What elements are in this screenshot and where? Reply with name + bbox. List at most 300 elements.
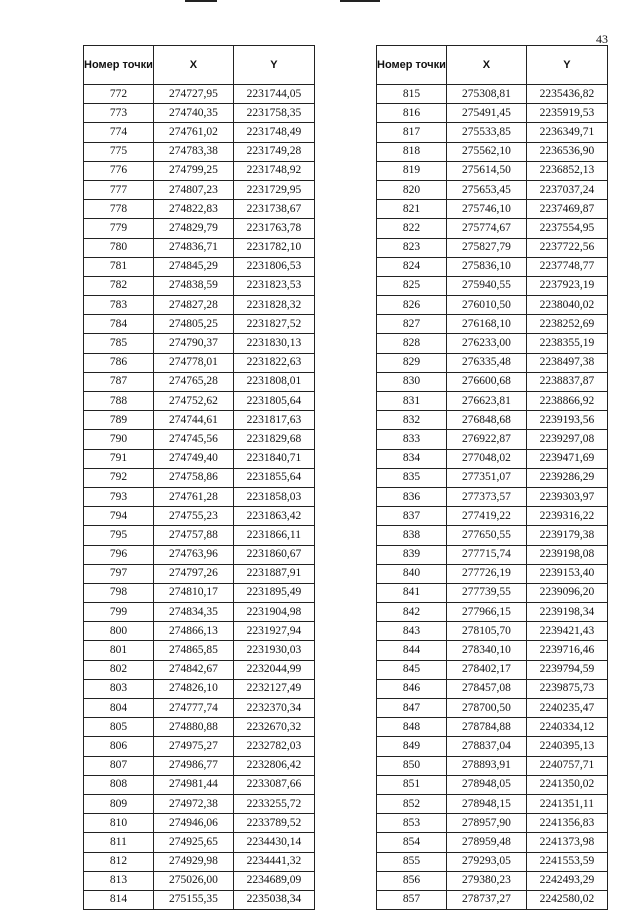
cell-y: 2235038,34 bbox=[233, 890, 314, 909]
cell-y: 2241351,11 bbox=[526, 794, 607, 813]
header-point-number: Номер точки bbox=[84, 46, 154, 85]
table-row bbox=[84, 507, 315, 526]
header-y: Y bbox=[233, 46, 314, 85]
cell-point-number: 782 bbox=[84, 276, 154, 295]
cell-x: 277739,55 bbox=[446, 583, 526, 602]
cell-y: 2232782,03 bbox=[233, 737, 314, 756]
table-row bbox=[377, 468, 608, 487]
cell-y: 2234441,32 bbox=[233, 852, 314, 871]
cell-x: 278959,48 bbox=[446, 833, 526, 852]
cell-x: 274810,17 bbox=[153, 583, 233, 602]
cell-y: 2231904,98 bbox=[233, 603, 314, 622]
table-row bbox=[84, 660, 315, 679]
table-header-row bbox=[377, 46, 608, 85]
cell-x: 278457,08 bbox=[446, 679, 526, 698]
cell-x: 278340,10 bbox=[446, 641, 526, 660]
cell-point-number: 834 bbox=[377, 449, 447, 468]
cell-point-number: 843 bbox=[377, 622, 447, 641]
cell-x: 274765,28 bbox=[153, 372, 233, 391]
cell-x: 276922,87 bbox=[446, 430, 526, 449]
cell-y: 2232127,49 bbox=[233, 679, 314, 698]
table-row bbox=[84, 161, 315, 180]
table-row bbox=[377, 622, 608, 641]
cell-point-number: 818 bbox=[377, 142, 447, 161]
cell-x: 278948,05 bbox=[446, 775, 526, 794]
table-row bbox=[377, 104, 608, 123]
cell-x: 274797,26 bbox=[153, 564, 233, 583]
cell-point-number: 811 bbox=[84, 833, 154, 852]
cell-y: 2235436,82 bbox=[526, 85, 607, 104]
table-row bbox=[377, 487, 608, 506]
coordinates-table-left bbox=[83, 45, 315, 910]
cell-x: 274790,37 bbox=[153, 334, 233, 353]
table-row bbox=[84, 104, 315, 123]
cell-x: 274757,88 bbox=[153, 526, 233, 545]
table-row bbox=[377, 641, 608, 660]
cell-y: 2231828,32 bbox=[233, 296, 314, 315]
cell-y: 2234430,14 bbox=[233, 833, 314, 852]
cell-point-number: 790 bbox=[84, 430, 154, 449]
cell-x: 274838,59 bbox=[153, 276, 233, 295]
table-row bbox=[84, 890, 315, 909]
cell-point-number: 826 bbox=[377, 296, 447, 315]
cell-y: 2233087,66 bbox=[233, 775, 314, 794]
table-row bbox=[84, 392, 315, 411]
table-row bbox=[84, 794, 315, 813]
cell-y: 2233255,72 bbox=[233, 794, 314, 813]
cell-x: 274745,56 bbox=[153, 430, 233, 449]
cell-y: 2239471,69 bbox=[526, 449, 607, 468]
table-row bbox=[377, 238, 608, 257]
cell-y: 2232806,42 bbox=[233, 756, 314, 775]
table-row bbox=[377, 833, 608, 852]
cell-point-number: 840 bbox=[377, 564, 447, 583]
table-header-row bbox=[84, 46, 315, 85]
table-row bbox=[84, 603, 315, 622]
cell-point-number: 805 bbox=[84, 718, 154, 737]
cell-x: 274763,96 bbox=[153, 545, 233, 564]
cell-y: 2239303,97 bbox=[526, 487, 607, 506]
cell-point-number: 829 bbox=[377, 353, 447, 372]
cell-x: 275836,10 bbox=[446, 257, 526, 276]
header-x: X bbox=[446, 46, 526, 85]
cell-point-number: 822 bbox=[377, 219, 447, 238]
cell-y: 2237469,87 bbox=[526, 200, 607, 219]
table-row bbox=[377, 775, 608, 794]
cell-y: 2231817,63 bbox=[233, 411, 314, 430]
cell-x: 276335,48 bbox=[446, 353, 526, 372]
table-row bbox=[84, 737, 315, 756]
cell-y: 2231887,91 bbox=[233, 564, 314, 583]
table-row bbox=[84, 85, 315, 104]
cell-x: 278700,50 bbox=[446, 699, 526, 718]
cell-x: 277726,19 bbox=[446, 564, 526, 583]
table-row bbox=[377, 161, 608, 180]
table-row bbox=[377, 756, 608, 775]
table-row bbox=[377, 296, 608, 315]
table-row bbox=[84, 180, 315, 199]
table-row bbox=[84, 641, 315, 660]
cell-x: 274778,01 bbox=[153, 353, 233, 372]
cell-point-number: 791 bbox=[84, 449, 154, 468]
cell-x: 278402,17 bbox=[446, 660, 526, 679]
table-row bbox=[377, 123, 608, 142]
table-row bbox=[377, 372, 608, 391]
cell-y: 2239153,40 bbox=[526, 564, 607, 583]
cell-point-number: 819 bbox=[377, 161, 447, 180]
page-number: 43 bbox=[596, 32, 608, 46]
cell-x: 274822,83 bbox=[153, 200, 233, 219]
cell-x: 274827,28 bbox=[153, 296, 233, 315]
cell-point-number: 827 bbox=[377, 315, 447, 334]
cell-x: 277373,57 bbox=[446, 487, 526, 506]
cell-x: 275562,10 bbox=[446, 142, 526, 161]
cell-x: 275940,55 bbox=[446, 276, 526, 295]
cell-y: 2231744,05 bbox=[233, 85, 314, 104]
cell-x: 278784,88 bbox=[446, 718, 526, 737]
cell-x: 275026,00 bbox=[153, 871, 233, 890]
cell-point-number: 845 bbox=[377, 660, 447, 679]
table-row bbox=[84, 699, 315, 718]
cell-y: 2232370,34 bbox=[233, 699, 314, 718]
table-row bbox=[84, 545, 315, 564]
cell-y: 2231858,03 bbox=[233, 487, 314, 506]
cell-x: 274758,86 bbox=[153, 468, 233, 487]
cell-y: 2238040,02 bbox=[526, 296, 607, 315]
table-row bbox=[84, 142, 315, 161]
table-row bbox=[84, 219, 315, 238]
cell-x: 274761,28 bbox=[153, 487, 233, 506]
cell-point-number: 814 bbox=[84, 890, 154, 909]
table-row bbox=[377, 430, 608, 449]
table-row bbox=[84, 679, 315, 698]
cell-point-number: 824 bbox=[377, 257, 447, 276]
table-row bbox=[84, 756, 315, 775]
cell-x: 274834,35 bbox=[153, 603, 233, 622]
table-row bbox=[377, 411, 608, 430]
cell-point-number: 848 bbox=[377, 718, 447, 737]
table-row bbox=[377, 257, 608, 276]
cell-y: 2240757,71 bbox=[526, 756, 607, 775]
cell-x: 276848,68 bbox=[446, 411, 526, 430]
cell-y: 2231863,42 bbox=[233, 507, 314, 526]
cell-x: 278893,91 bbox=[446, 756, 526, 775]
cell-point-number: 784 bbox=[84, 315, 154, 334]
cell-x: 274829,79 bbox=[153, 219, 233, 238]
cell-x: 278957,90 bbox=[446, 814, 526, 833]
cell-point-number: 803 bbox=[84, 679, 154, 698]
cell-y: 2240235,47 bbox=[526, 699, 607, 718]
cell-point-number: 787 bbox=[84, 372, 154, 391]
table-row bbox=[84, 123, 315, 142]
cell-y: 2231749,28 bbox=[233, 142, 314, 161]
cell-y: 2239286,29 bbox=[526, 468, 607, 487]
cell-y: 2239794,59 bbox=[526, 660, 607, 679]
cell-x: 274925,65 bbox=[153, 833, 233, 852]
cell-x: 276600,68 bbox=[446, 372, 526, 391]
table-row bbox=[377, 603, 608, 622]
table-row bbox=[377, 718, 608, 737]
cell-x: 274986,77 bbox=[153, 756, 233, 775]
cell-y: 2239096,20 bbox=[526, 583, 607, 602]
cell-point-number: 776 bbox=[84, 161, 154, 180]
cell-point-number: 807 bbox=[84, 756, 154, 775]
cell-point-number: 828 bbox=[377, 334, 447, 353]
cell-y: 2235919,53 bbox=[526, 104, 607, 123]
table-row bbox=[84, 526, 315, 545]
cell-x: 277419,22 bbox=[446, 507, 526, 526]
table-row bbox=[377, 276, 608, 295]
cell-y: 2231822,63 bbox=[233, 353, 314, 372]
table-row bbox=[84, 718, 315, 737]
cell-y: 2237748,77 bbox=[526, 257, 607, 276]
cell-point-number: 816 bbox=[377, 104, 447, 123]
cell-point-number: 846 bbox=[377, 679, 447, 698]
cell-x: 274744,61 bbox=[153, 411, 233, 430]
cell-y: 2231763,78 bbox=[233, 219, 314, 238]
cell-y: 2231866,11 bbox=[233, 526, 314, 545]
cell-x: 275746,10 bbox=[446, 200, 526, 219]
cell-point-number: 851 bbox=[377, 775, 447, 794]
cell-point-number: 820 bbox=[377, 180, 447, 199]
cell-point-number: 785 bbox=[84, 334, 154, 353]
cell-point-number: 838 bbox=[377, 526, 447, 545]
cell-y: 2232670,32 bbox=[233, 718, 314, 737]
cell-x: 274836,71 bbox=[153, 238, 233, 257]
cell-y: 2239316,22 bbox=[526, 507, 607, 526]
table-row bbox=[84, 276, 315, 295]
cell-point-number: 800 bbox=[84, 622, 154, 641]
cell-x: 278948,15 bbox=[446, 794, 526, 813]
cell-x: 274972,38 bbox=[153, 794, 233, 813]
cell-point-number: 795 bbox=[84, 526, 154, 545]
cell-y: 2231748,92 bbox=[233, 161, 314, 180]
cell-y: 2238837,87 bbox=[526, 372, 607, 391]
cell-y: 2231738,67 bbox=[233, 200, 314, 219]
cell-point-number: 792 bbox=[84, 468, 154, 487]
table-row bbox=[377, 871, 608, 890]
cell-x: 274842,67 bbox=[153, 660, 233, 679]
cell-y: 2231782,10 bbox=[233, 238, 314, 257]
cell-x: 274777,74 bbox=[153, 699, 233, 718]
cell-y: 2232044,99 bbox=[233, 660, 314, 679]
table-row bbox=[84, 315, 315, 334]
table-row bbox=[377, 545, 608, 564]
header-point-number: Номер точки bbox=[377, 46, 447, 85]
cell-point-number: 773 bbox=[84, 104, 154, 123]
table-row bbox=[84, 814, 315, 833]
table-row bbox=[377, 564, 608, 583]
table-row bbox=[377, 334, 608, 353]
cell-y: 2238252,69 bbox=[526, 315, 607, 334]
table-row bbox=[377, 449, 608, 468]
cell-point-number: 823 bbox=[377, 238, 447, 257]
cell-point-number: 825 bbox=[377, 276, 447, 295]
cell-x: 274845,29 bbox=[153, 257, 233, 276]
cell-point-number: 786 bbox=[84, 353, 154, 372]
cell-y: 2238866,92 bbox=[526, 392, 607, 411]
scan-mark-right bbox=[340, 0, 380, 2]
cell-point-number: 813 bbox=[84, 871, 154, 890]
cell-x: 275491,45 bbox=[446, 104, 526, 123]
cell-point-number: 781 bbox=[84, 257, 154, 276]
cell-y: 2231729,95 bbox=[233, 180, 314, 199]
cell-y: 2240395,13 bbox=[526, 737, 607, 756]
cell-y: 2236852,13 bbox=[526, 161, 607, 180]
cell-x: 275155,35 bbox=[153, 890, 233, 909]
cell-point-number: 783 bbox=[84, 296, 154, 315]
cell-point-number: 799 bbox=[84, 603, 154, 622]
cell-y: 2231748,49 bbox=[233, 123, 314, 142]
table-row bbox=[377, 219, 608, 238]
cell-y: 2231808,01 bbox=[233, 372, 314, 391]
table-row bbox=[377, 526, 608, 545]
table-row bbox=[84, 871, 315, 890]
cell-point-number: 856 bbox=[377, 871, 447, 890]
cell-point-number: 854 bbox=[377, 833, 447, 852]
cell-y: 2231927,94 bbox=[233, 622, 314, 641]
table-row bbox=[84, 487, 315, 506]
table-row bbox=[377, 507, 608, 526]
cell-y: 2231855,64 bbox=[233, 468, 314, 487]
cell-x: 278105,70 bbox=[446, 622, 526, 641]
table-row bbox=[84, 468, 315, 487]
cell-x: 275614,50 bbox=[446, 161, 526, 180]
table-row bbox=[84, 449, 315, 468]
cell-point-number: 812 bbox=[84, 852, 154, 871]
cell-x: 277351,07 bbox=[446, 468, 526, 487]
cell-x: 274880,88 bbox=[153, 718, 233, 737]
cell-y: 2231823,53 bbox=[233, 276, 314, 295]
cell-point-number: 778 bbox=[84, 200, 154, 219]
cell-point-number: 836 bbox=[377, 487, 447, 506]
cell-point-number: 802 bbox=[84, 660, 154, 679]
cell-x: 274866,13 bbox=[153, 622, 233, 641]
cell-point-number: 837 bbox=[377, 507, 447, 526]
cell-point-number: 857 bbox=[377, 890, 447, 909]
table-row bbox=[84, 296, 315, 315]
cell-y: 2234689,09 bbox=[233, 871, 314, 890]
cell-x: 275774,67 bbox=[446, 219, 526, 238]
table-row bbox=[84, 852, 315, 871]
cell-x: 274761,02 bbox=[153, 123, 233, 142]
cell-point-number: 852 bbox=[377, 794, 447, 813]
cell-y: 2231829,68 bbox=[233, 430, 314, 449]
table-row bbox=[377, 85, 608, 104]
cell-point-number: 793 bbox=[84, 487, 154, 506]
cell-y: 2231860,67 bbox=[233, 545, 314, 564]
cell-x: 275533,85 bbox=[446, 123, 526, 142]
cell-y: 2237554,95 bbox=[526, 219, 607, 238]
cell-y: 2231758,35 bbox=[233, 104, 314, 123]
cell-point-number: 835 bbox=[377, 468, 447, 487]
cell-point-number: 841 bbox=[377, 583, 447, 602]
cell-point-number: 796 bbox=[84, 545, 154, 564]
cell-y: 2231895,49 bbox=[233, 583, 314, 602]
cell-point-number: 855 bbox=[377, 852, 447, 871]
table-row bbox=[84, 622, 315, 641]
cell-x: 277966,15 bbox=[446, 603, 526, 622]
cell-x: 275827,79 bbox=[446, 238, 526, 257]
cell-point-number: 804 bbox=[84, 699, 154, 718]
cell-x: 275653,45 bbox=[446, 180, 526, 199]
cell-point-number: 830 bbox=[377, 372, 447, 391]
cell-y: 2241373,98 bbox=[526, 833, 607, 852]
table-row bbox=[377, 852, 608, 871]
cell-y: 2239421,43 bbox=[526, 622, 607, 641]
table-row bbox=[84, 200, 315, 219]
cell-x: 274981,44 bbox=[153, 775, 233, 794]
cell-point-number: 808 bbox=[84, 775, 154, 794]
cell-x: 277715,74 bbox=[446, 545, 526, 564]
cell-y: 2239193,56 bbox=[526, 411, 607, 430]
cell-x: 276623,81 bbox=[446, 392, 526, 411]
table-row bbox=[84, 775, 315, 794]
cell-x: 276010,50 bbox=[446, 296, 526, 315]
table-row bbox=[377, 353, 608, 372]
table-row bbox=[377, 315, 608, 334]
cell-y: 2242580,02 bbox=[526, 890, 607, 909]
scan-mark-left bbox=[185, 0, 217, 2]
cell-y: 2239297,08 bbox=[526, 430, 607, 449]
cell-point-number: 833 bbox=[377, 430, 447, 449]
cell-point-number: 801 bbox=[84, 641, 154, 660]
table-row bbox=[84, 372, 315, 391]
cell-point-number: 842 bbox=[377, 603, 447, 622]
cell-y: 2233789,52 bbox=[233, 814, 314, 833]
cell-y: 2231930,03 bbox=[233, 641, 314, 660]
cell-point-number: 779 bbox=[84, 219, 154, 238]
cell-point-number: 809 bbox=[84, 794, 154, 813]
cell-point-number: 797 bbox=[84, 564, 154, 583]
cell-point-number: 849 bbox=[377, 737, 447, 756]
cell-x: 274807,23 bbox=[153, 180, 233, 199]
cell-y: 2239716,46 bbox=[526, 641, 607, 660]
coordinates-table-right bbox=[376, 45, 608, 910]
cell-x: 274865,85 bbox=[153, 641, 233, 660]
cell-x: 274740,35 bbox=[153, 104, 233, 123]
cell-x: 278737,27 bbox=[446, 890, 526, 909]
cell-point-number: 798 bbox=[84, 583, 154, 602]
cell-x: 279293,05 bbox=[446, 852, 526, 871]
header-x: X bbox=[153, 46, 233, 85]
cell-y: 2231805,64 bbox=[233, 392, 314, 411]
cell-point-number: 839 bbox=[377, 545, 447, 564]
cell-point-number: 789 bbox=[84, 411, 154, 430]
table-row bbox=[84, 353, 315, 372]
cell-y: 2238355,19 bbox=[526, 334, 607, 353]
table-row bbox=[377, 583, 608, 602]
cell-x: 274946,06 bbox=[153, 814, 233, 833]
cell-point-number: 788 bbox=[84, 392, 154, 411]
table-row bbox=[84, 564, 315, 583]
cell-x: 274727,95 bbox=[153, 85, 233, 104]
cell-x: 279380,23 bbox=[446, 871, 526, 890]
table-row bbox=[377, 794, 608, 813]
cell-point-number: 775 bbox=[84, 142, 154, 161]
cell-y: 2239198,08 bbox=[526, 545, 607, 564]
table-row bbox=[84, 257, 315, 276]
cell-y: 2231840,71 bbox=[233, 449, 314, 468]
table-row bbox=[84, 334, 315, 353]
table-row bbox=[84, 430, 315, 449]
cell-point-number: 831 bbox=[377, 392, 447, 411]
cell-x: 274826,10 bbox=[153, 679, 233, 698]
cell-point-number: 815 bbox=[377, 85, 447, 104]
cell-point-number: 850 bbox=[377, 756, 447, 775]
cell-y: 2241553,59 bbox=[526, 852, 607, 871]
cell-y: 2236536,90 bbox=[526, 142, 607, 161]
